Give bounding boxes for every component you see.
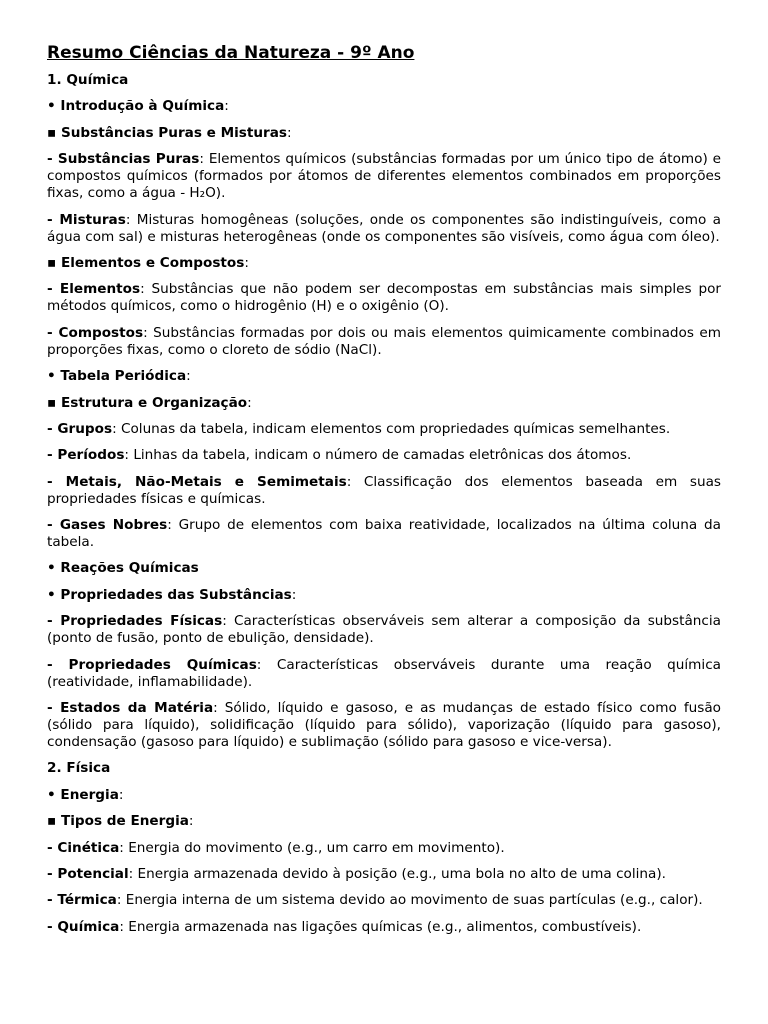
paragraph-text: : [291, 586, 297, 603]
paragraph-text: : Elementos químicos (substâncias formadas por um único tipo de átomo) e compostos químicos (formados por átomos de diferentes elementos combinados em proporções fixas, como a água - H₂O). [47, 151, 722, 202]
paragraph-heading: • Tabela Periódica [47, 368, 187, 385]
paragraph-text: : Energia interna de um sistema devido ao movimento de suas partículas (e.g., calor). [116, 892, 703, 909]
document-paragraph [47, 125, 721, 142]
document-paragraph [47, 760, 721, 777]
document-paragraph [47, 325, 721, 359]
paragraph-heading: - Química [47, 918, 120, 935]
document-paragraph [47, 421, 721, 438]
paragraph-text: : Linhas da tabela, indicam o número de camadas eletrônicas dos átomos. [124, 447, 632, 464]
paragraph-text: : Classificação dos elementos baseada em suas propriedades físicas e químicas. [47, 473, 721, 507]
document-paragraph [47, 447, 721, 464]
paragraph-text: : [224, 98, 229, 115]
document-paragraph [47, 72, 721, 89]
document-paragraph [47, 919, 721, 936]
document-body [47, 72, 721, 936]
paragraph-heading: ▪ Substâncias Puras e Misturas [47, 124, 288, 141]
document-paragraph [47, 700, 721, 751]
paragraph-text: : Características observáveis sem alterar a composição da substância (ponto de fusão, ponto de ebulição, densidade). [47, 613, 721, 647]
paragraph-heading: 1. Química [47, 72, 129, 88]
document-paragraph [47, 840, 721, 857]
paragraph-text: : Sólido, líquido e gasoso, e as mudanças de estado físico como fusão (sólido para líquido), solidificação (líquido para sólido), vaporização (líquido para gasoso), condensação (gasoso para líquido) e sublimação (sólido para gasoso e vice-versa). [47, 700, 721, 751]
paragraph-text: : [118, 786, 124, 803]
paragraph-heading: - Misturas [47, 211, 126, 228]
paragraph-heading: - Térmica [47, 892, 117, 909]
paragraph-text: : Energia armazenada nas ligações químicas (e.g., alimentos, combustíveis). [119, 918, 642, 935]
paragraph-heading: - Metais, Não-Metais e Semimetais [47, 473, 347, 490]
paragraph-heading: 2. Física [47, 760, 111, 777]
paragraph-heading: - Substâncias Puras [47, 151, 200, 168]
paragraph-text: : Grupo de elementos com baixa reatividade, localizados na última coluna da tabela. [47, 517, 721, 551]
document-paragraph [47, 151, 721, 202]
paragraph-heading: - Gases Nobres [47, 517, 168, 534]
paragraph-text: : Colunas da tabela, indicam elementos com propriedades químicas semelhantes. [112, 420, 671, 437]
paragraph-heading: - Cinética [47, 839, 120, 856]
paragraph-text: : Energia armazenada devido à posição (e.g., uma bola no alto de uma colina). [128, 865, 666, 882]
document-paragraph [47, 395, 721, 412]
paragraph-heading: - Propriedades Químicas [47, 656, 257, 673]
paragraph-heading: - Estados da Matéria [47, 700, 214, 717]
paragraph-text: : [188, 813, 194, 830]
document-paragraph [47, 560, 721, 577]
paragraph-heading: ▪ Elementos e Compostos [47, 254, 245, 271]
document-paragraph [47, 613, 721, 647]
document-paragraph [47, 892, 721, 909]
paragraph-text: : Misturas homogêneas (soluções, onde os componentes são indistinguíveis, como a água com sal) e misturas heterogêneas (onde os componentes são visíveis, como água com óleo). [47, 211, 722, 245]
document-paragraph [47, 657, 721, 691]
paragraph-heading: ▪ Tipos de Energia [47, 813, 189, 830]
paragraph-text: : [247, 394, 252, 411]
paragraph-heading: - Propriedades Físicas [47, 613, 223, 630]
paragraph-heading: • Propriedades das Substâncias [47, 586, 292, 603]
document-paragraph [47, 212, 721, 246]
paragraph-text: : [244, 254, 249, 271]
paragraph-heading: - Compostos [47, 324, 144, 341]
paragraph-text: : [287, 124, 292, 141]
document-paragraph [47, 813, 721, 830]
paragraph-heading: - Grupos [47, 420, 113, 437]
paragraph-text: : Substâncias que não podem ser decompostas em substâncias mais simples por métodos químicos, como o hidrogênio (H) e o oxigênio (O). [47, 281, 721, 315]
paragraph-text: : Características observáveis durante uma reação química (reatividade, inflamabilidade). [47, 656, 721, 690]
paragraph-heading: • Energia [47, 786, 119, 803]
document-paragraph [47, 517, 721, 551]
paragraph-heading: - Elementos [47, 281, 141, 298]
paragraph-heading: - Períodos [47, 447, 125, 464]
document-paragraph [47, 866, 721, 883]
paragraph-heading: • Introdução à Química [47, 98, 225, 115]
document-paragraph [47, 281, 721, 315]
paragraph-heading: ▪ Estrutura e Organização [47, 394, 248, 411]
document-paragraph [47, 474, 721, 508]
document-paragraph [47, 255, 721, 272]
paragraph-heading: - Potencial [47, 865, 129, 882]
paragraph-text: : Substâncias formadas por dois ou mais elementos quimicamente combinados em proporções fixas, como o cloreto de sódio (NaCl). [47, 324, 721, 358]
paragraph-text: : Energia do movimento (e.g., um carro em movimento). [119, 839, 505, 856]
document-paragraph [47, 787, 721, 804]
paragraph-text: : [186, 368, 191, 385]
document-paragraph [47, 368, 721, 385]
document-title: Resumo Ciências da Natureza - 9º Ano [47, 43, 415, 63]
paragraph-heading: • Reações Químicas [47, 560, 199, 577]
document-paragraph [47, 587, 721, 604]
document-paragraph [47, 98, 721, 115]
